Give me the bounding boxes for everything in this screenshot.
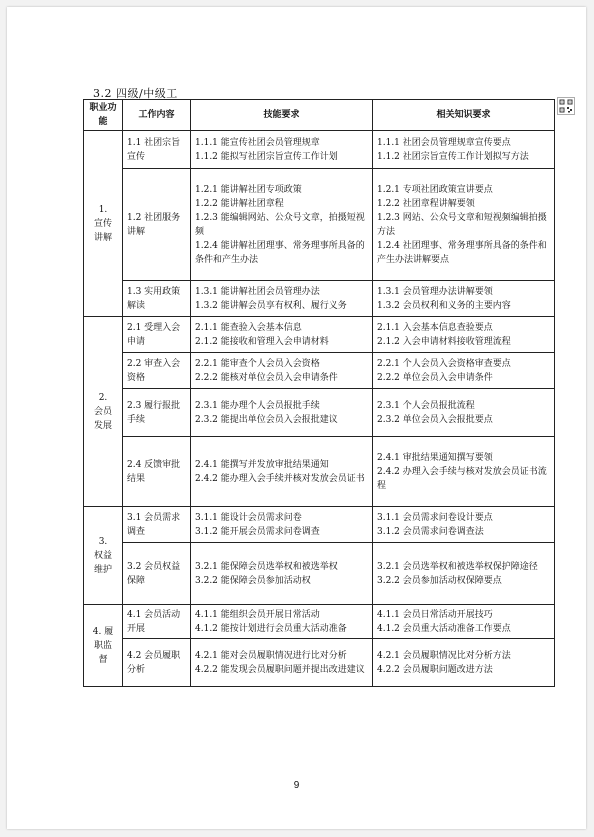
- work-content-cell: 1.3 实用政策解读: [123, 281, 191, 317]
- skill-requirements-cell: [191, 639, 373, 687]
- skill-requirements-cell: [191, 543, 373, 605]
- knowledge-item: 4.1.1 会员日常活动开展技巧: [377, 609, 493, 620]
- knowledge-item: 2.2.2 单位会员入会申请条件: [377, 372, 493, 383]
- skills-table: [83, 99, 555, 687]
- knowledge-requirements-cell: [373, 543, 555, 605]
- knowledge-requirements-cell: [373, 437, 555, 507]
- knowledge-requirements-cell: [373, 131, 555, 169]
- knowledge-item: 1.1.1 社团会员管理规章宣传要点: [377, 137, 511, 148]
- function-label-line: 3.: [98, 536, 108, 547]
- function-cell: [84, 507, 123, 605]
- work-content-cell: 3.2 会员权益保障: [123, 543, 191, 605]
- knowledge-item: 4.2.2 会员履职问题改进方法: [377, 664, 493, 675]
- skill-requirements-cell: [191, 131, 373, 169]
- skill-item: 2.1.2 能接收和管理入会申请材料: [195, 336, 329, 347]
- header-content: 工作内容: [123, 100, 191, 131]
- skill-item: 1.2.4 能讲解社团理事、常务理事所具备的条件和产生办法: [195, 240, 365, 265]
- knowledge-item: 1.2.2 社团章程讲解要领: [377, 198, 475, 209]
- skill-item: 3.2.2 能保障会员参加活动权: [195, 575, 311, 586]
- function-label-line: 4. 履: [92, 626, 114, 637]
- knowledge-requirements-cell: [373, 389, 555, 437]
- work-content-cell: 4.2 会员履职分析: [123, 639, 191, 687]
- skill-item: 2.1.1 能查验入会基本信息: [195, 322, 302, 333]
- function-label-line: 1.: [98, 204, 108, 215]
- document-page: [7, 7, 586, 829]
- table-row: [84, 131, 555, 169]
- knowledge-item: 2.1.1 入会基本信息查验要点: [377, 322, 493, 333]
- function-label-line: 会员: [93, 406, 112, 417]
- function-label-line: 督: [98, 654, 108, 665]
- table-header-row: [84, 100, 555, 131]
- skill-item: 2.3.1 能办理个人会员报批手续: [195, 400, 320, 411]
- skill-item: 2.4.1 能撰写并发放审批结果通知: [195, 459, 329, 470]
- knowledge-item: 3.2.1 会员选举权和被选举权保护障途径: [377, 561, 538, 572]
- knowledge-item: 4.2.1 会员履职情况比对分析方法: [377, 650, 511, 661]
- header-knowledge: 相关知识要求: [373, 100, 555, 131]
- knowledge-item: 1.2.3 网站、公众号文章和短视频编辑拍摄方法: [377, 212, 547, 237]
- table-row: [84, 169, 555, 281]
- table-row: [84, 639, 555, 687]
- function-label-line: 维护: [93, 564, 112, 575]
- knowledge-requirements-cell: [373, 605, 555, 639]
- work-content-cell: 1.1 社团宗旨宣传: [123, 131, 191, 169]
- skill-item: 4.1.1 能组织会员开展日常活动: [195, 609, 320, 620]
- skill-requirements-cell: [191, 281, 373, 317]
- knowledge-requirements-cell: [373, 317, 555, 353]
- knowledge-item: 1.1.2 社团宗旨宣传工作计划拟写方法: [377, 151, 529, 162]
- knowledge-item: 1.2.1 专项社团政策宣讲要点: [377, 184, 493, 195]
- skill-requirements-cell: [191, 605, 373, 639]
- work-content-cell: 3.1 会员需求调查: [123, 507, 191, 543]
- skill-item: 3.1.1 能设计会员需求问卷: [195, 512, 302, 523]
- work-content-cell: 2.2 审查入会资格: [123, 353, 191, 389]
- knowledge-item: 3.2.2 会员参加活动权保障要点: [377, 575, 502, 586]
- header-function: 职业功能: [84, 100, 123, 131]
- knowledge-item: 1.2.4 社团理事、常务理事所具备的条件和产生办法讲解要点: [377, 240, 547, 265]
- table-row: [84, 543, 555, 605]
- page-number: 9: [293, 780, 300, 791]
- knowledge-item: 3.1.2 会员需求问卷调查法: [377, 526, 484, 537]
- function-label-line: 发展: [93, 420, 112, 431]
- knowledge-requirements-cell: [373, 169, 555, 281]
- table-row: [84, 437, 555, 507]
- skill-item: 1.1.2 能拟写社团宗旨宣传工作计划: [195, 151, 338, 162]
- skill-requirements-cell: [191, 169, 373, 281]
- table-row: [84, 605, 555, 639]
- knowledge-item: 2.4.2 办理入会手续与核对发放会员证书流程: [377, 466, 547, 491]
- skill-item: 4.1.2 能按计划进行会员重大活动准备: [195, 623, 347, 634]
- skill-requirements-cell: [191, 389, 373, 437]
- skill-item: 2.4.2 能办理入会手续并核对发放会员证书: [195, 473, 365, 484]
- skill-item: 3.2.1 能保障会员选举权和被选举权: [195, 561, 338, 572]
- skill-item: 1.2.1 能讲解社团专项政策: [195, 184, 302, 195]
- skill-requirements-cell: [191, 437, 373, 507]
- skill-item: 1.3.1 能讲解社团会员管理办法: [195, 286, 320, 297]
- knowledge-item: 2.4.1 审批结果通知撰写要领: [377, 452, 493, 463]
- knowledge-item: 4.1.2 会员重大活动准备工作要点: [377, 623, 511, 634]
- skill-item: 3.1.2 能开展会员需求问卷调查: [195, 526, 320, 537]
- skill-item: 1.1.1 能宣传社团会员管理规章: [195, 137, 320, 148]
- table-row: [84, 353, 555, 389]
- knowledge-requirements-cell: [373, 281, 555, 317]
- knowledge-item: 2.1.2 入会申请材料接收管理流程: [377, 336, 511, 347]
- knowledge-requirements-cell: [373, 353, 555, 389]
- work-content-cell: 2.3 履行报批手续: [123, 389, 191, 437]
- table-row: [84, 281, 555, 317]
- work-content-cell: 2.4 反馈审批结果: [123, 437, 191, 507]
- work-content-cell: 4.1 会员活动开展: [123, 605, 191, 639]
- skill-requirements-cell: [191, 317, 373, 353]
- knowledge-requirements-cell: [373, 507, 555, 543]
- knowledge-item: 3.1.1 会员需求问卷设计要点: [377, 512, 493, 523]
- table-row: [84, 389, 555, 437]
- section-title: 3.2 四级/中级工: [93, 87, 178, 100]
- skill-item: 4.2.2 能发现会员履职问题并提出改进建议: [195, 664, 365, 675]
- knowledge-item: 2.3.2 单位会员入会报批要点: [377, 414, 493, 425]
- skill-item: 2.2.1 能审查个人会员入会资格: [195, 358, 320, 369]
- function-label-line: 讲解: [93, 232, 112, 243]
- qr-code-icon[interactable]: [557, 97, 575, 115]
- table-row: [84, 507, 555, 543]
- skill-requirements-cell: [191, 353, 373, 389]
- function-cell: [84, 131, 123, 317]
- skill-item: 2.2.2 能核对单位会员入会申请条件: [195, 372, 338, 383]
- function-cell: [84, 317, 123, 507]
- knowledge-item: 1.3.1 会员管理办法讲解要领: [377, 286, 493, 297]
- knowledge-requirements-cell: [373, 639, 555, 687]
- knowledge-item: 2.2.1 个人会员入会资格审查要点: [377, 358, 511, 369]
- table-row: [84, 317, 555, 353]
- function-label-line: 职监: [93, 640, 112, 651]
- header-skills: 技能要求: [191, 100, 373, 131]
- skill-item: 1.2.3 能编辑网站、公众号文章，拍摄短视频: [195, 212, 365, 237]
- skill-item: 2.3.2 能提出单位会员入会报批建议: [195, 414, 338, 425]
- knowledge-item: 1.3.2 会员权利和义务的主要内容: [377, 300, 511, 311]
- work-content-cell: 2.1 受理入会申请: [123, 317, 191, 353]
- knowledge-item: 2.3.1 个人会员报批流程: [377, 400, 475, 411]
- function-label-line: 权益: [93, 550, 112, 561]
- function-label-line: 宣传: [93, 218, 112, 229]
- skill-item: 1.2.2 能讲解社团章程: [195, 198, 284, 209]
- function-cell: [84, 605, 123, 687]
- skill-requirements-cell: [191, 507, 373, 543]
- work-content-cell: 1.2 社团服务讲解: [123, 169, 191, 281]
- function-label-line: 2.: [98, 392, 108, 403]
- skill-item: 1.3.2 能讲解会员享有权利、履行义务: [195, 300, 347, 311]
- skill-item: 4.2.1 能对会员履职情况进行比对分析: [195, 650, 347, 661]
